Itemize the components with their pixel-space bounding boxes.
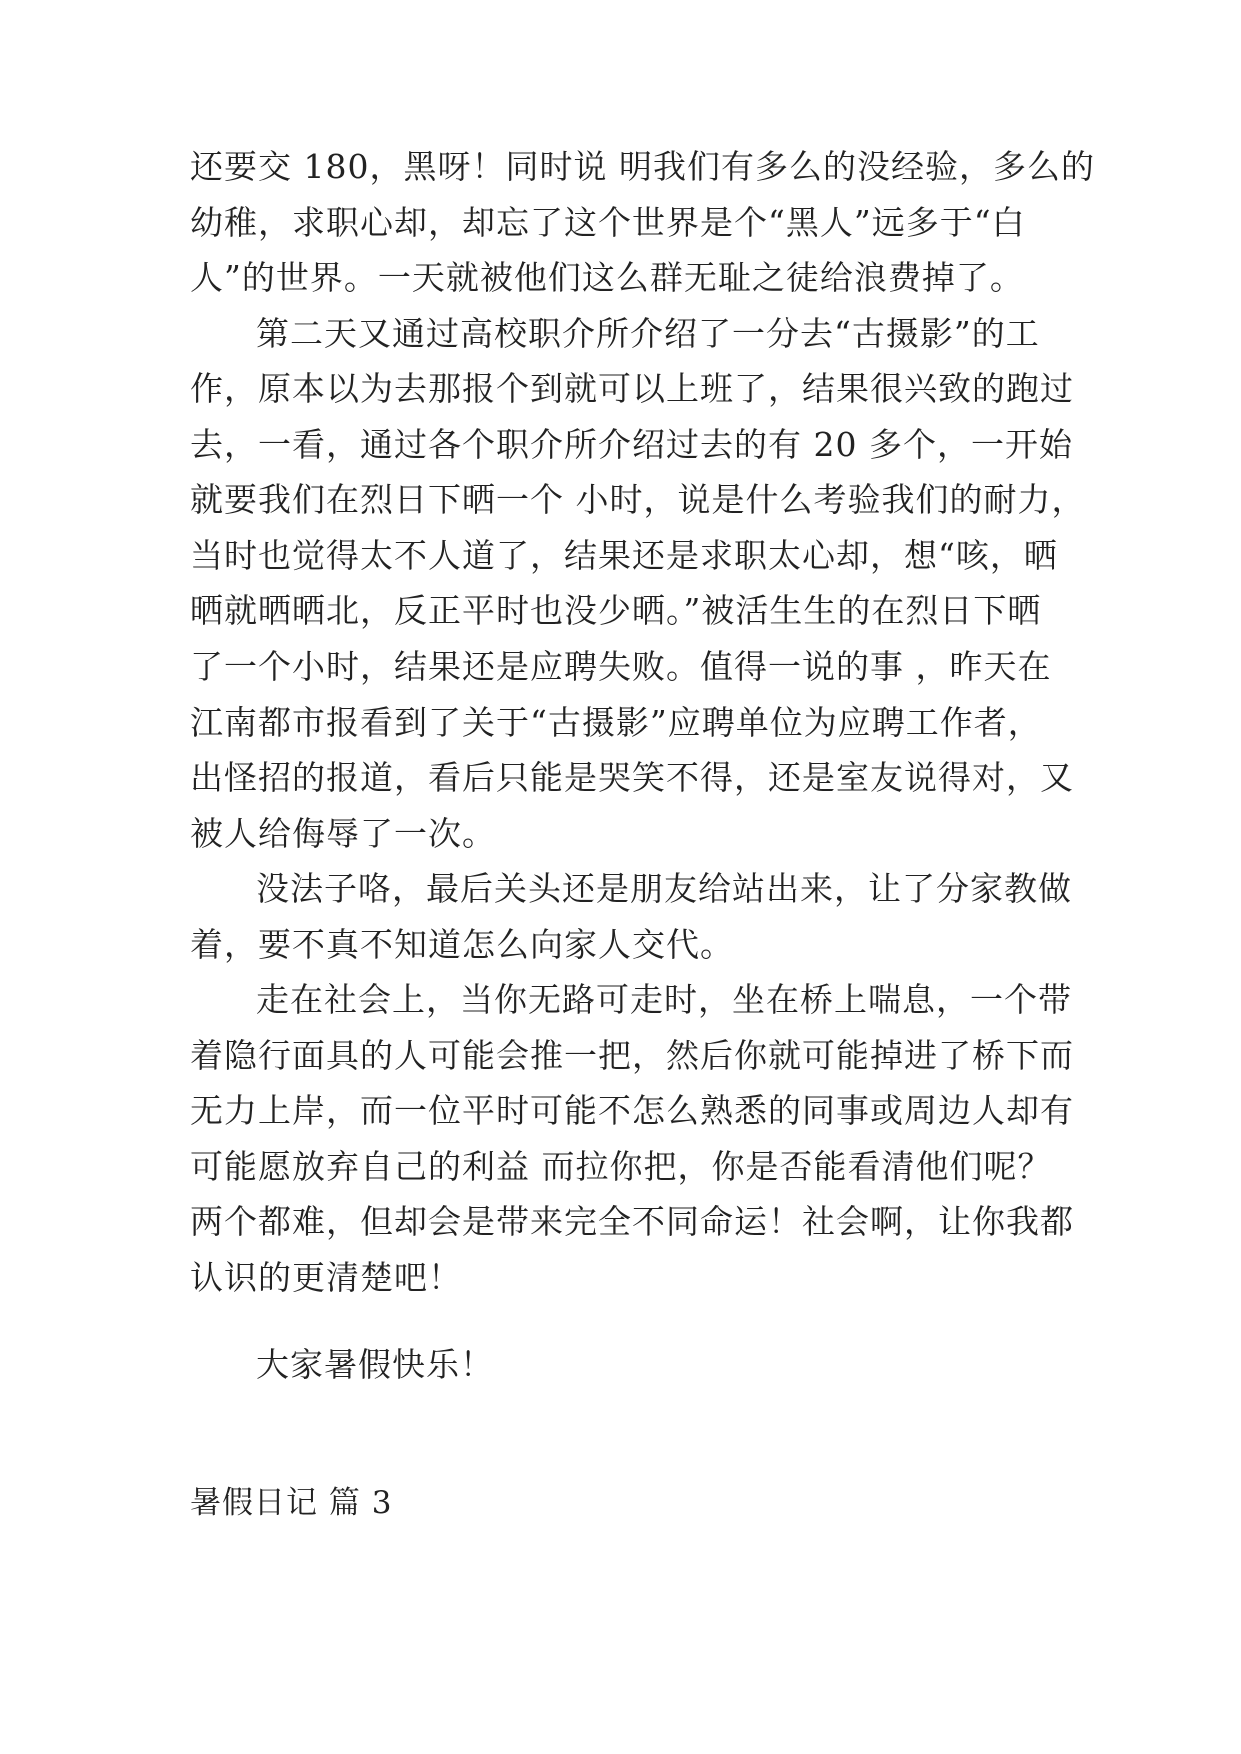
text-line: 无力上岸，而一位平时可能不怎么熟悉的同事或周边人却有 [190,1091,1074,1130]
text-line: 了一个小时，结果还是应聘失败。值得一说的事 ，昨天在 [190,647,1052,686]
text-line: 幼稚，求职心却，却忘了这个世界是个“黑人”远多于“白 [190,203,1026,242]
paragraph-start-line: 大家暑假快乐！ [256,1345,494,1384]
text-line: 作，原本以为去那报个到就可以上班了，结果很兴致的跑过 [190,369,1074,408]
text-line: 当时也觉得太不人道了，结果还是求职太心却，想“咳，晒 [190,536,1058,575]
text-line: 两个都难，但却会是带来完全不同命运！社会啊，让你我都 [190,1202,1074,1241]
section-heading: 暑假日记 篇 3 [190,1485,393,1521]
paragraph-start-line: 没法子咯，最后关头还是朋友给站出来，让了分家教做 [256,869,1072,908]
text-line: 晒就晒晒北，反正平时也没少晒。”被活生生的在烈日下晒 [190,591,1042,630]
text-line: 人”的世界。一天就被他们这么群无耻之徒给浪费掉了。 [190,258,1024,297]
text-line: 着隐行面具的人可能会推一把，然后你就可能掉进了桥下而 [190,1036,1074,1075]
text-line: 江南都市报看到了关于“古摄影”应聘单位为应聘工作者， [190,703,1042,742]
paragraph-start-line: 第二天又通过高校职介所介绍了一分去“古摄影”的工 [256,314,1040,353]
text-line: 可能愿放弃自己的利益 而拉你把，你是否能看清他们呢？ [190,1147,1052,1186]
paragraph-start-line: 走在社会上，当你无路可走时，坐在桥上喘息，一个带 [256,980,1072,1019]
text-line: 去，一看，通过各个职介所介绍过去的有 20 多个，一开始 [190,425,1073,464]
text-line: 认识的更清楚吧！ [190,1258,462,1297]
text-line: 着，要不真不知道怎么向家人交代。 [190,925,734,964]
text-line: 被人给侮辱了一次。 [190,814,496,853]
text-line: 就要我们在烈日下晒一个 小时，说是什么考验我们的耐力， [190,480,1086,519]
text-line: 出怪招的报道，看后只能是哭笑不得，还是室友说得对，又 [190,758,1074,797]
text-line: 还要交 180，黑呀！同时说 明我们有多么的没经验，多么的 [190,147,1095,186]
